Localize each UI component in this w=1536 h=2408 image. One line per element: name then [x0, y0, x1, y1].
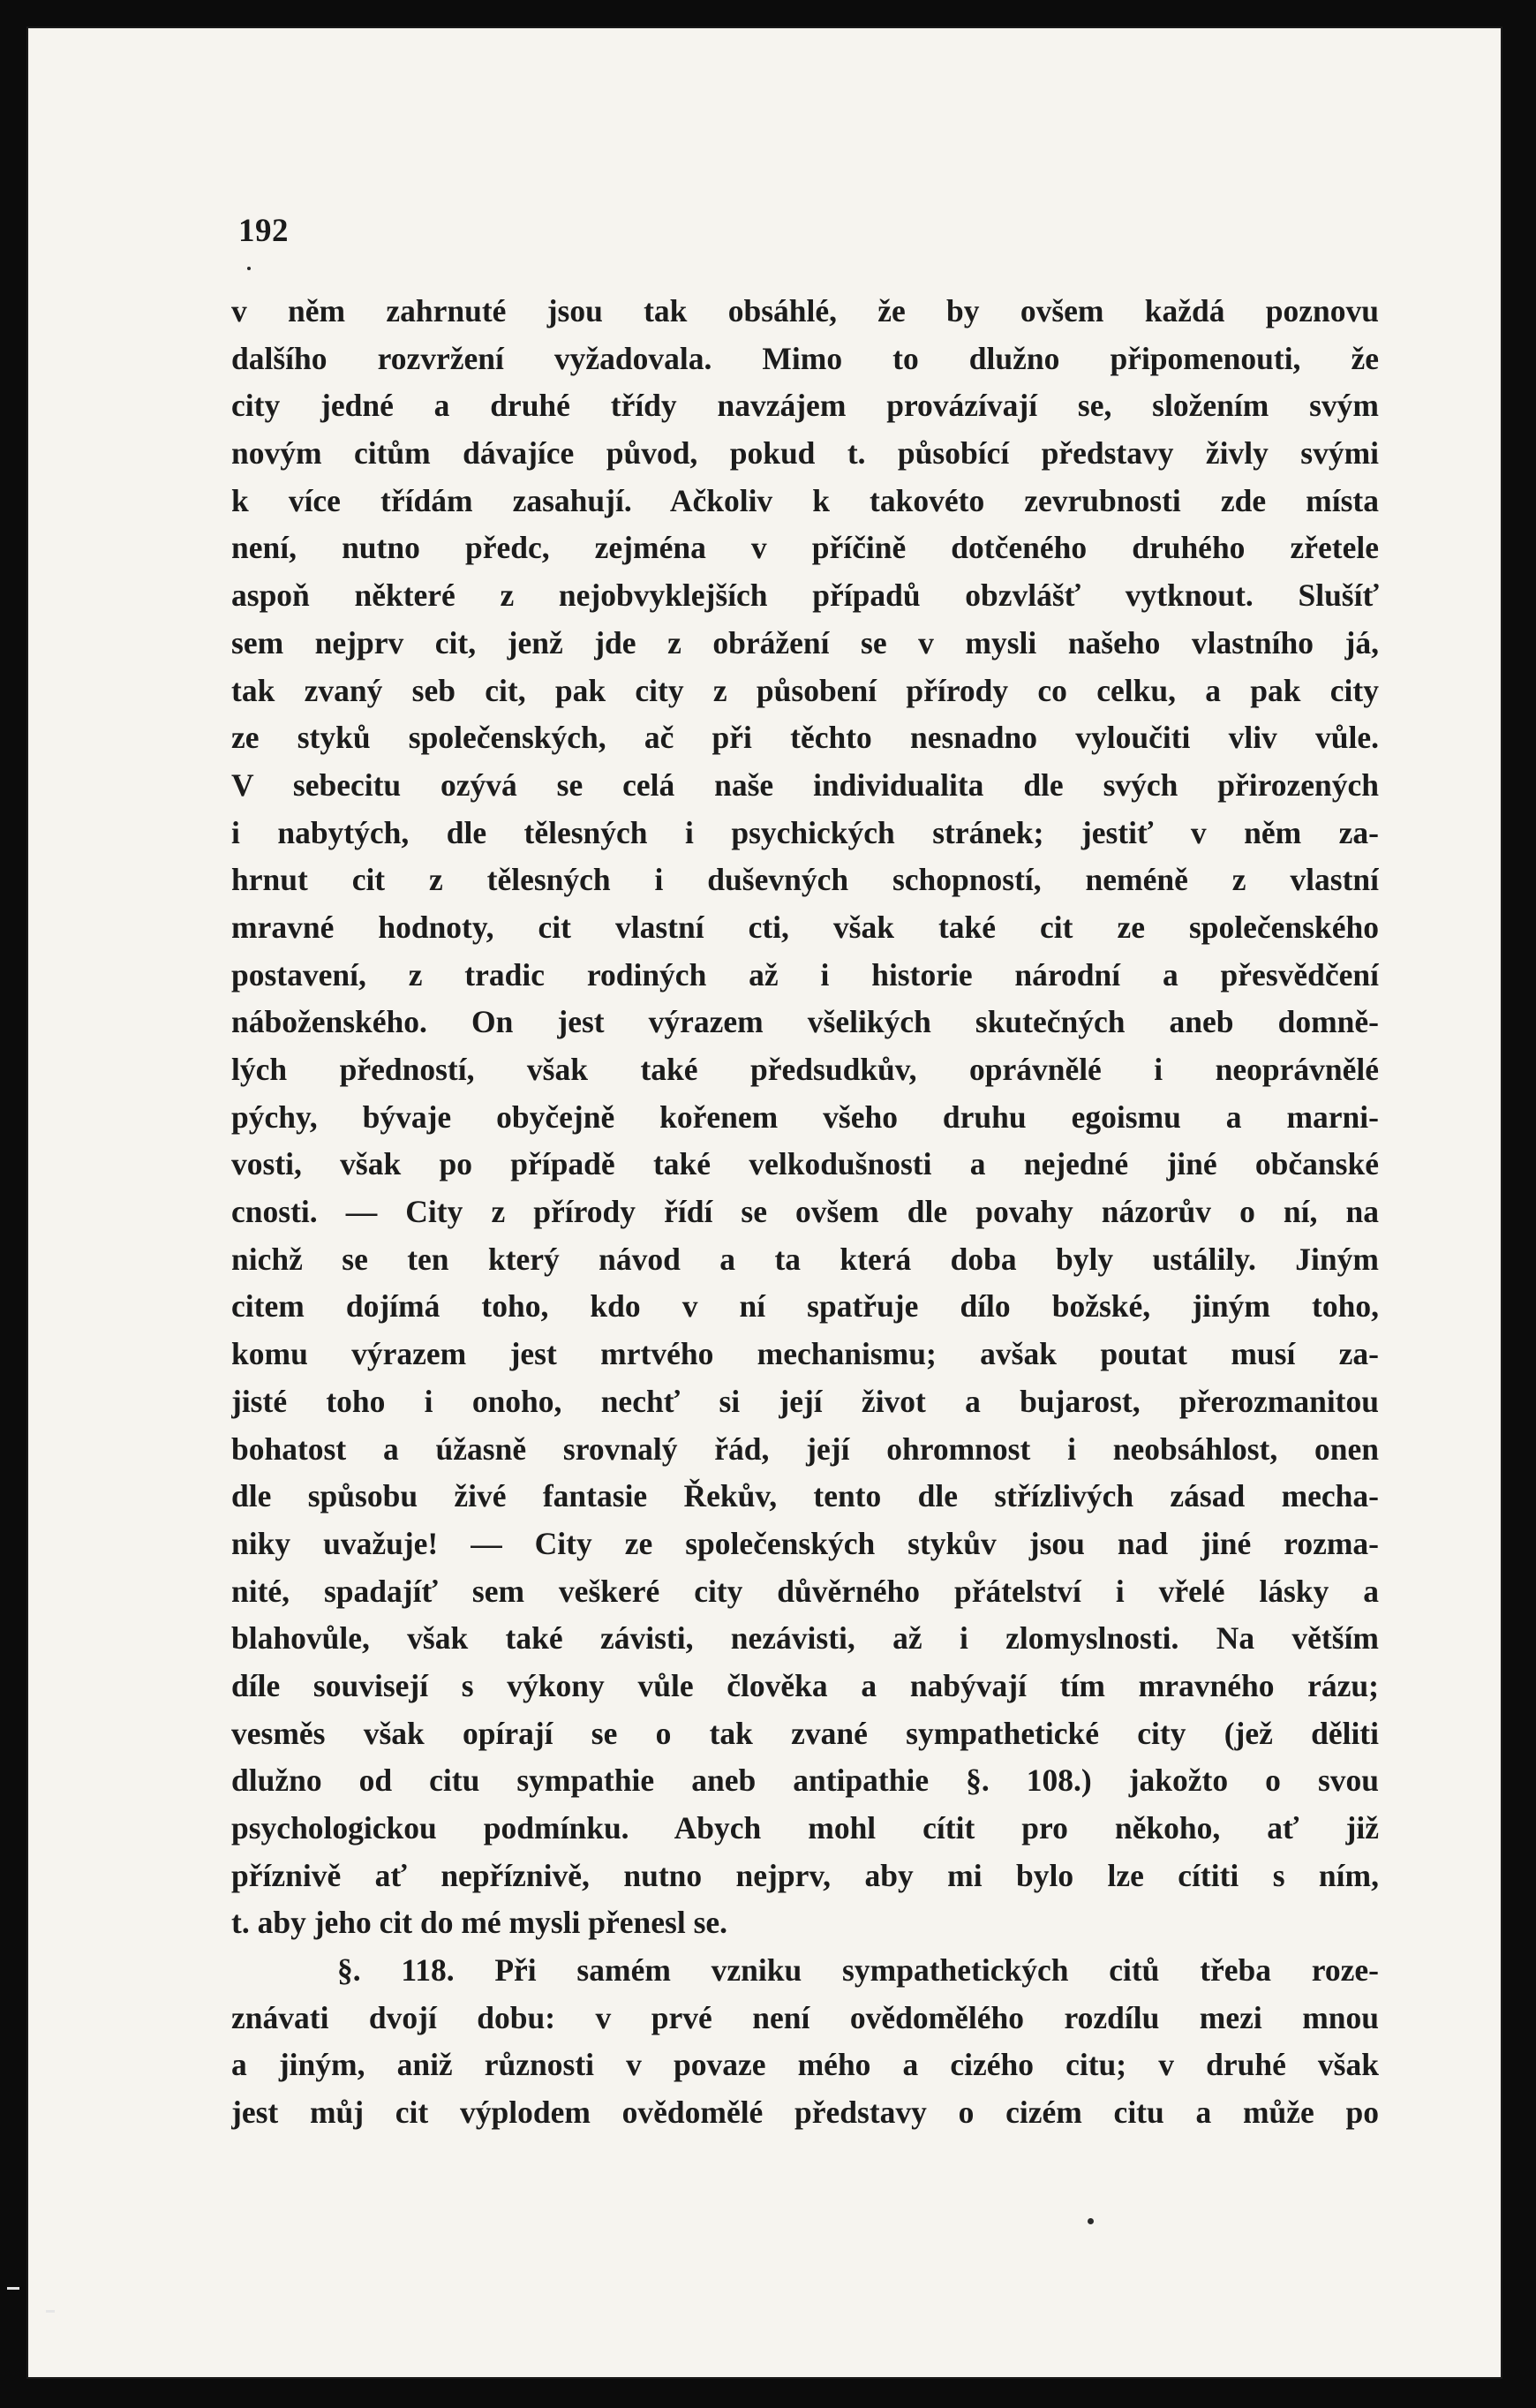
text-line: není, nutno předc, zejména v příčině dotčeného druhého zřetele — [231, 530, 1379, 566]
text-line: nichž se ten který návod a ta která doba byly ustálily. Jiným — [231, 1241, 1379, 1277]
text-line: hrnut cit z tělesných i duševných schopností, neméně z vlastní — [231, 862, 1379, 898]
text-line: a jiným, aniž různosti v povaze mého a cizého citu; v druhé však — [231, 2047, 1379, 2083]
text-line: sem nejprv cit, jenž jde z obrážení se v mysli našeho vlastního já, — [231, 624, 1379, 661]
body-text — [231, 288, 1379, 2137]
text-line: citem dojímá toho, kdo v ní spatřuje dílo božské, jiným toho, — [231, 1288, 1379, 1325]
text-line: dlužno od citu sympathie aneb antipathie §. 108.) jakožto o svou — [231, 1763, 1379, 1799]
text-line: bohatost a úžasně srovnalý řád, její ohromnost i neobsáhlost, onen — [231, 1430, 1379, 1467]
text-line: příznivě ať nepříznivě, nutno nejprv, aby mi bylo lze cítiti s ním, — [231, 1857, 1379, 1893]
text-line: vesměs však opírají se o tak zvané sympathetické city (jež děliti — [231, 1715, 1379, 1751]
text-line: postavení, z tradic rodiných až i historie národní a přesvědčení — [231, 956, 1379, 993]
text-line: k více třídám zasahují. Ačkoliv k takovéto zevrubnosti zde místa — [231, 482, 1379, 518]
text-line: jisté toho i onoho, nechť si její život a bujarost, přerozmanitou — [231, 1383, 1379, 1419]
text-line: dle spůsobu živé fantasie Řekův, tento dle střízlivých zásad mecha- — [231, 1478, 1379, 1514]
scan-speck — [247, 267, 251, 270]
text-line: t. aby jeho cit do mé mysli přenesl se. — [231, 1905, 728, 1941]
scan-mark — [46, 2310, 55, 2313]
text-line: v něm zahrnuté jsou tak obsáhlé, že by ovšem každá poznovu — [231, 293, 1379, 328]
paragraph-start-line: §. 118. Při samém vzniku sympathetických citů třeba roze- — [337, 1952, 1379, 1989]
text-line: blahovůle, však také závisti, nezávisti, až i zlomyslnosti. Na větším — [231, 1620, 1379, 1657]
text-line: cnosti. — City z přírody řídí se ovšem dle povahy názorův o ní, na — [231, 1194, 1379, 1230]
text-line: niky uvažuje! — City ze společenských stykův jsou nad jiné rozma- — [231, 1525, 1379, 1561]
text-line: vosti, však po případě také velkodušnosti a nejedné jiné občanské — [231, 1146, 1379, 1182]
scan-mark — [7, 2287, 19, 2290]
text-line: lých předností, však také předsudkův, oprávnělé i neoprávnělé — [231, 1052, 1379, 1087]
text-line: pýchy, bývaje obyčejně kořenem všeho druhu egoismu a marni- — [231, 1098, 1379, 1135]
text-line: i nabytých, dle tělesných i psychických stránek; jestiť v něm za- — [231, 814, 1379, 850]
text-line: novým citům dávajíce původ, pokud t. působící představy živly svými — [231, 435, 1379, 472]
text-line: jest můj cit výplodem ovědomělé představy o cizém citu a může po — [231, 2095, 1379, 2131]
text-line: dalšího rozvržení vyžadovala. Mimo to dlužno připomenouti, že — [231, 340, 1379, 376]
text-line: díle souvisejí s výkony vůle člověka a nabývají tím mravného rázu; — [231, 1667, 1379, 1703]
scan-speck — [1088, 2218, 1094, 2224]
text-line: komu výrazem jest mrtvého mechanismu; avšak poutat musí za- — [231, 1336, 1379, 1372]
text-line: tak zvaný seb cit, pak city z působení přírody co celku, a pak city — [231, 672, 1379, 708]
text-line: psychologickou podmínku. Abych mohl cítit pro někoho, ať již — [231, 1810, 1379, 1846]
text-line: znávati dvojí dobu: v prvé není ovědomělého rozdílu mezi mnou — [231, 1999, 1379, 2035]
text-line: ze styků společenských, ač při těchto nesnadno vyloučiti vliv vůle. — [231, 720, 1379, 756]
text-line: V sebecitu ozývá se celá naše individualita dle svých přirozených — [231, 766, 1379, 803]
page-number: 192 — [238, 213, 289, 249]
book-page — [26, 26, 1502, 2379]
text-line: aspoň některé z nejobvyklejších případů obzvlášť vytknout. Slušíť — [231, 577, 1379, 614]
text-line: mravné hodnoty, cit vlastní cti, však také cit ze společenského — [231, 909, 1379, 945]
text-line: nité, spadajíť sem veškeré city důvěrného přátelství i vřelé lásky a — [231, 1573, 1379, 1609]
text-line: city jedné a druhé třídy navzájem provázívají se, složením svým — [231, 388, 1379, 424]
text-line: náboženského. On jest výrazem všelikých skutečných aneb domně- — [231, 1004, 1379, 1040]
